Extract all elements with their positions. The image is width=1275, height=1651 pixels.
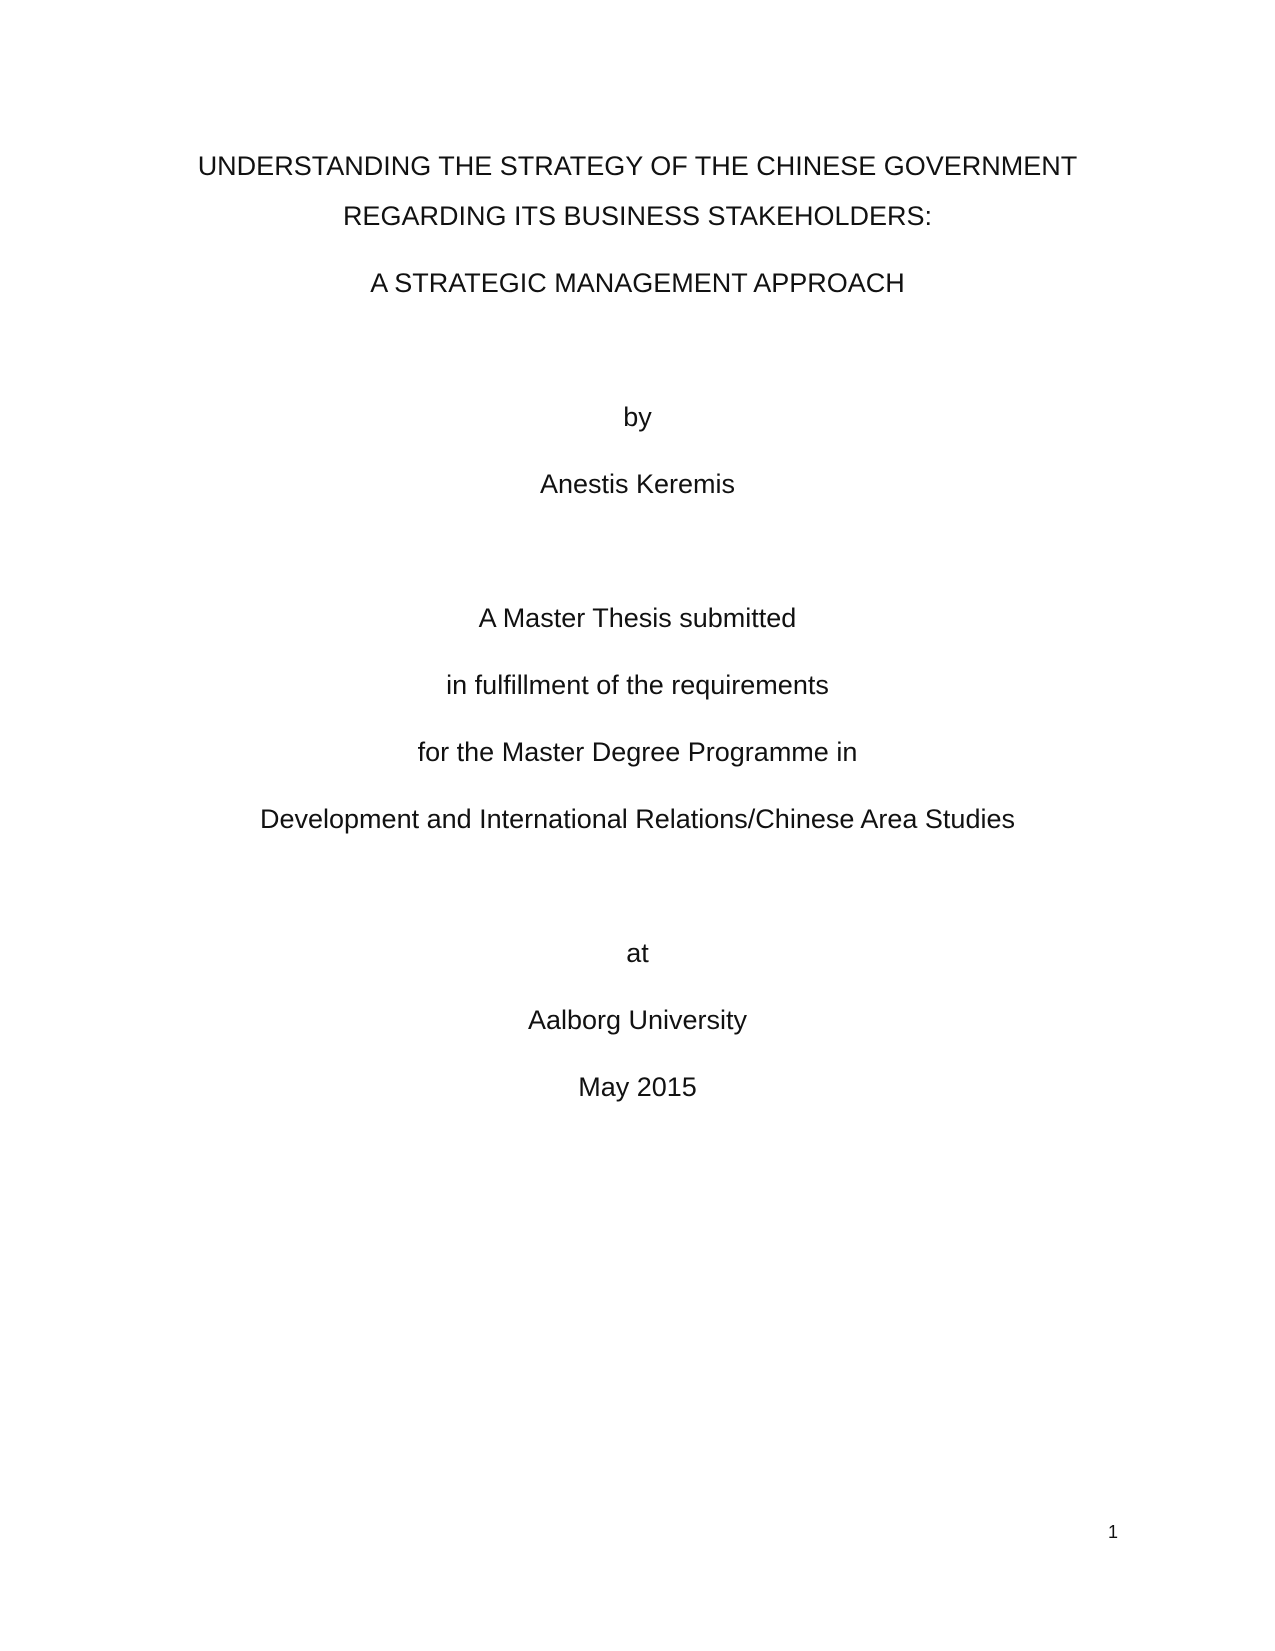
author-name: Anestis Keremis xyxy=(539,469,736,499)
page-number: 1 xyxy=(1108,1522,1119,1542)
date: May 2015 xyxy=(578,1072,697,1102)
title-line-1: UNDERSTANDING THE STRATEGY OF THE CHINESE GOVERNMENT xyxy=(197,151,1078,181)
at-label: at xyxy=(626,938,649,968)
university-name: Aalborg University xyxy=(527,1005,748,1035)
title-line-2: REGARDING ITS BUSINESS STAKEHOLDERS: xyxy=(342,201,933,231)
by-label: by xyxy=(623,402,652,432)
subtitle: A STRATEGIC MANAGEMENT APPROACH xyxy=(370,268,905,298)
submission-line-2: in fulfillment of the requirements xyxy=(446,670,829,700)
submission-line-3: for the Master Degree Programme in xyxy=(417,737,858,767)
submission-line-1: A Master Thesis submitted xyxy=(478,603,797,633)
submission-line-4: Development and International Relations/Chinese Area Studies xyxy=(260,804,1015,834)
